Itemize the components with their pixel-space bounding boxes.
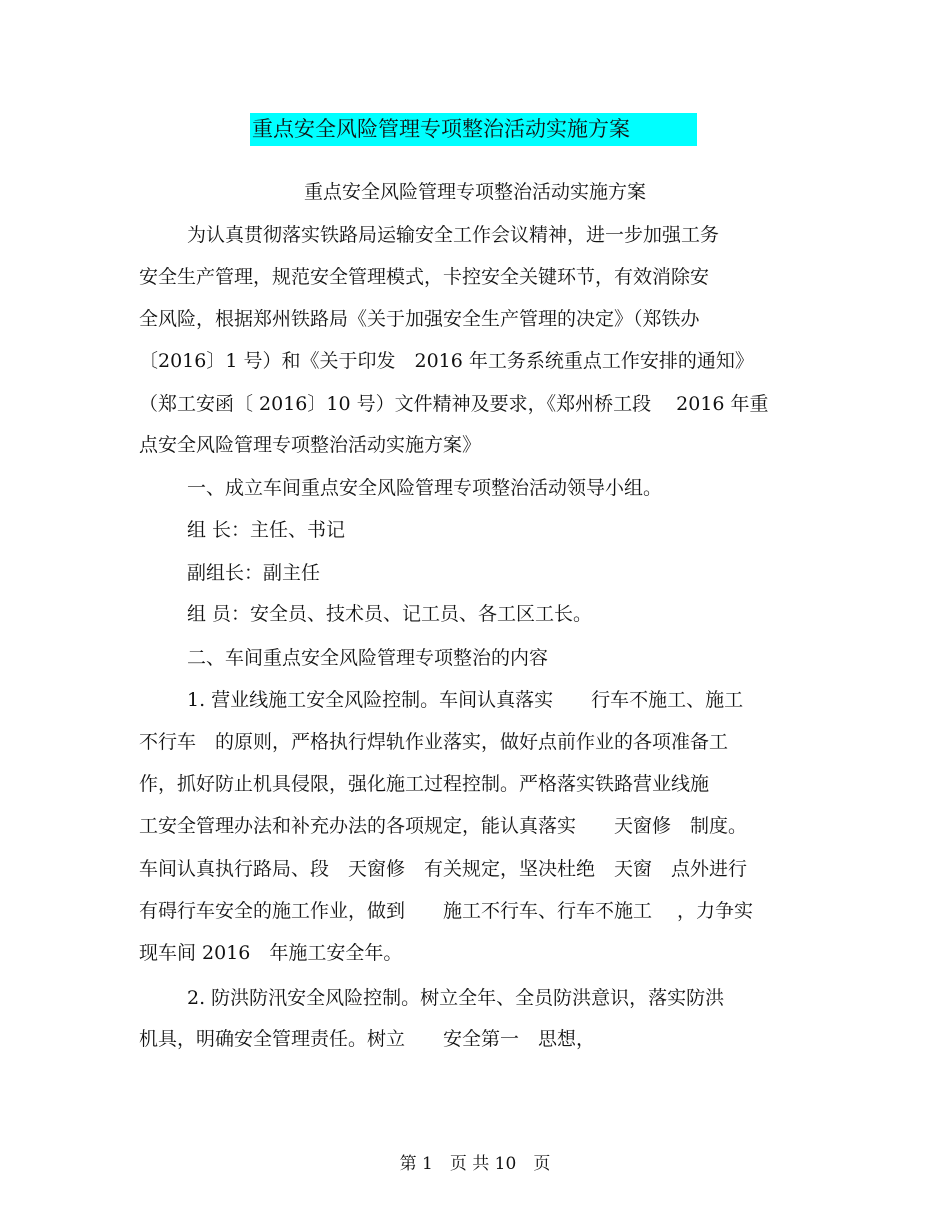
- body-line: 为认真贯彻落实铁路局运输安全工作会议精神，进一步加强工务: [187, 224, 720, 246]
- body-line: 车间认真执行路局、段 天窗修 有关规定，坚决杜绝 天窗 点外进行: [139, 858, 748, 880]
- body-line: 现车间 2016 年施工安全年。: [139, 942, 403, 964]
- page-number: 第 1 页 共 10 页: [399, 1154, 551, 1174]
- section-heading: 二、车间重点安全风险管理专项整治的内容: [187, 647, 549, 669]
- body-line: 组 员：安全员、技术员、记工员、各工区工长。: [187, 603, 593, 625]
- document-title: 重点安全风险管理专项整治活动实施方案: [252, 117, 630, 141]
- body-line: 副组长：副主任: [187, 562, 321, 584]
- body-line: 机具，明确安全管理责任。树立 安全第一 思想，: [139, 1028, 596, 1050]
- body-line: 点安全风险管理专项整治活动实施方案》: [139, 434, 482, 456]
- body-line: 作，抓好防止机具侵限，强化施工过程控制。严格落实铁路营业线施: [139, 773, 710, 795]
- body-line: 〔2016〕1 号）和《关于印发 2016 年工务系统重点工作安排的通知》: [139, 350, 754, 372]
- body-line: 组 长：主任、书记: [187, 519, 346, 541]
- body-line: 1. 营业线施工安全风险控制。车间认真落实 行车不施工、施工: [187, 689, 744, 711]
- body-line: 有碍行车安全的施工作业，做到 施工不行车、行车不施工 ，力争实: [139, 900, 754, 922]
- body-line: （郑工安函〔 2016〕10 号）文件精神及要求，《郑州桥工段 2016 年重: [139, 393, 769, 415]
- body-line: 安全生产管理，规范安全管理模式，卡控安全关键环节，有效消除安: [139, 266, 710, 288]
- section-heading: 一、成立车间重点安全风险管理专项整治活动领导小组。: [187, 477, 663, 499]
- body-line: 工安全管理办法和补充办法的各项规定，能认真落实 天窗修 制度。: [139, 815, 748, 837]
- document-subtitle: 重点安全风险管理专项整治活动实施方案: [303, 181, 646, 203]
- body-line: 不行车 的原则，严格执行焊轨作业落实，做好点前作业的各项准备工: [139, 731, 729, 753]
- body-line: 2. 防洪防汛安全风险控制。树立全年、全员防洪意识，落实防洪: [187, 987, 725, 1009]
- body-line: 全风险，根据郑州铁路局《关于加强安全生产管理的决定》（郑铁办: [139, 308, 700, 330]
